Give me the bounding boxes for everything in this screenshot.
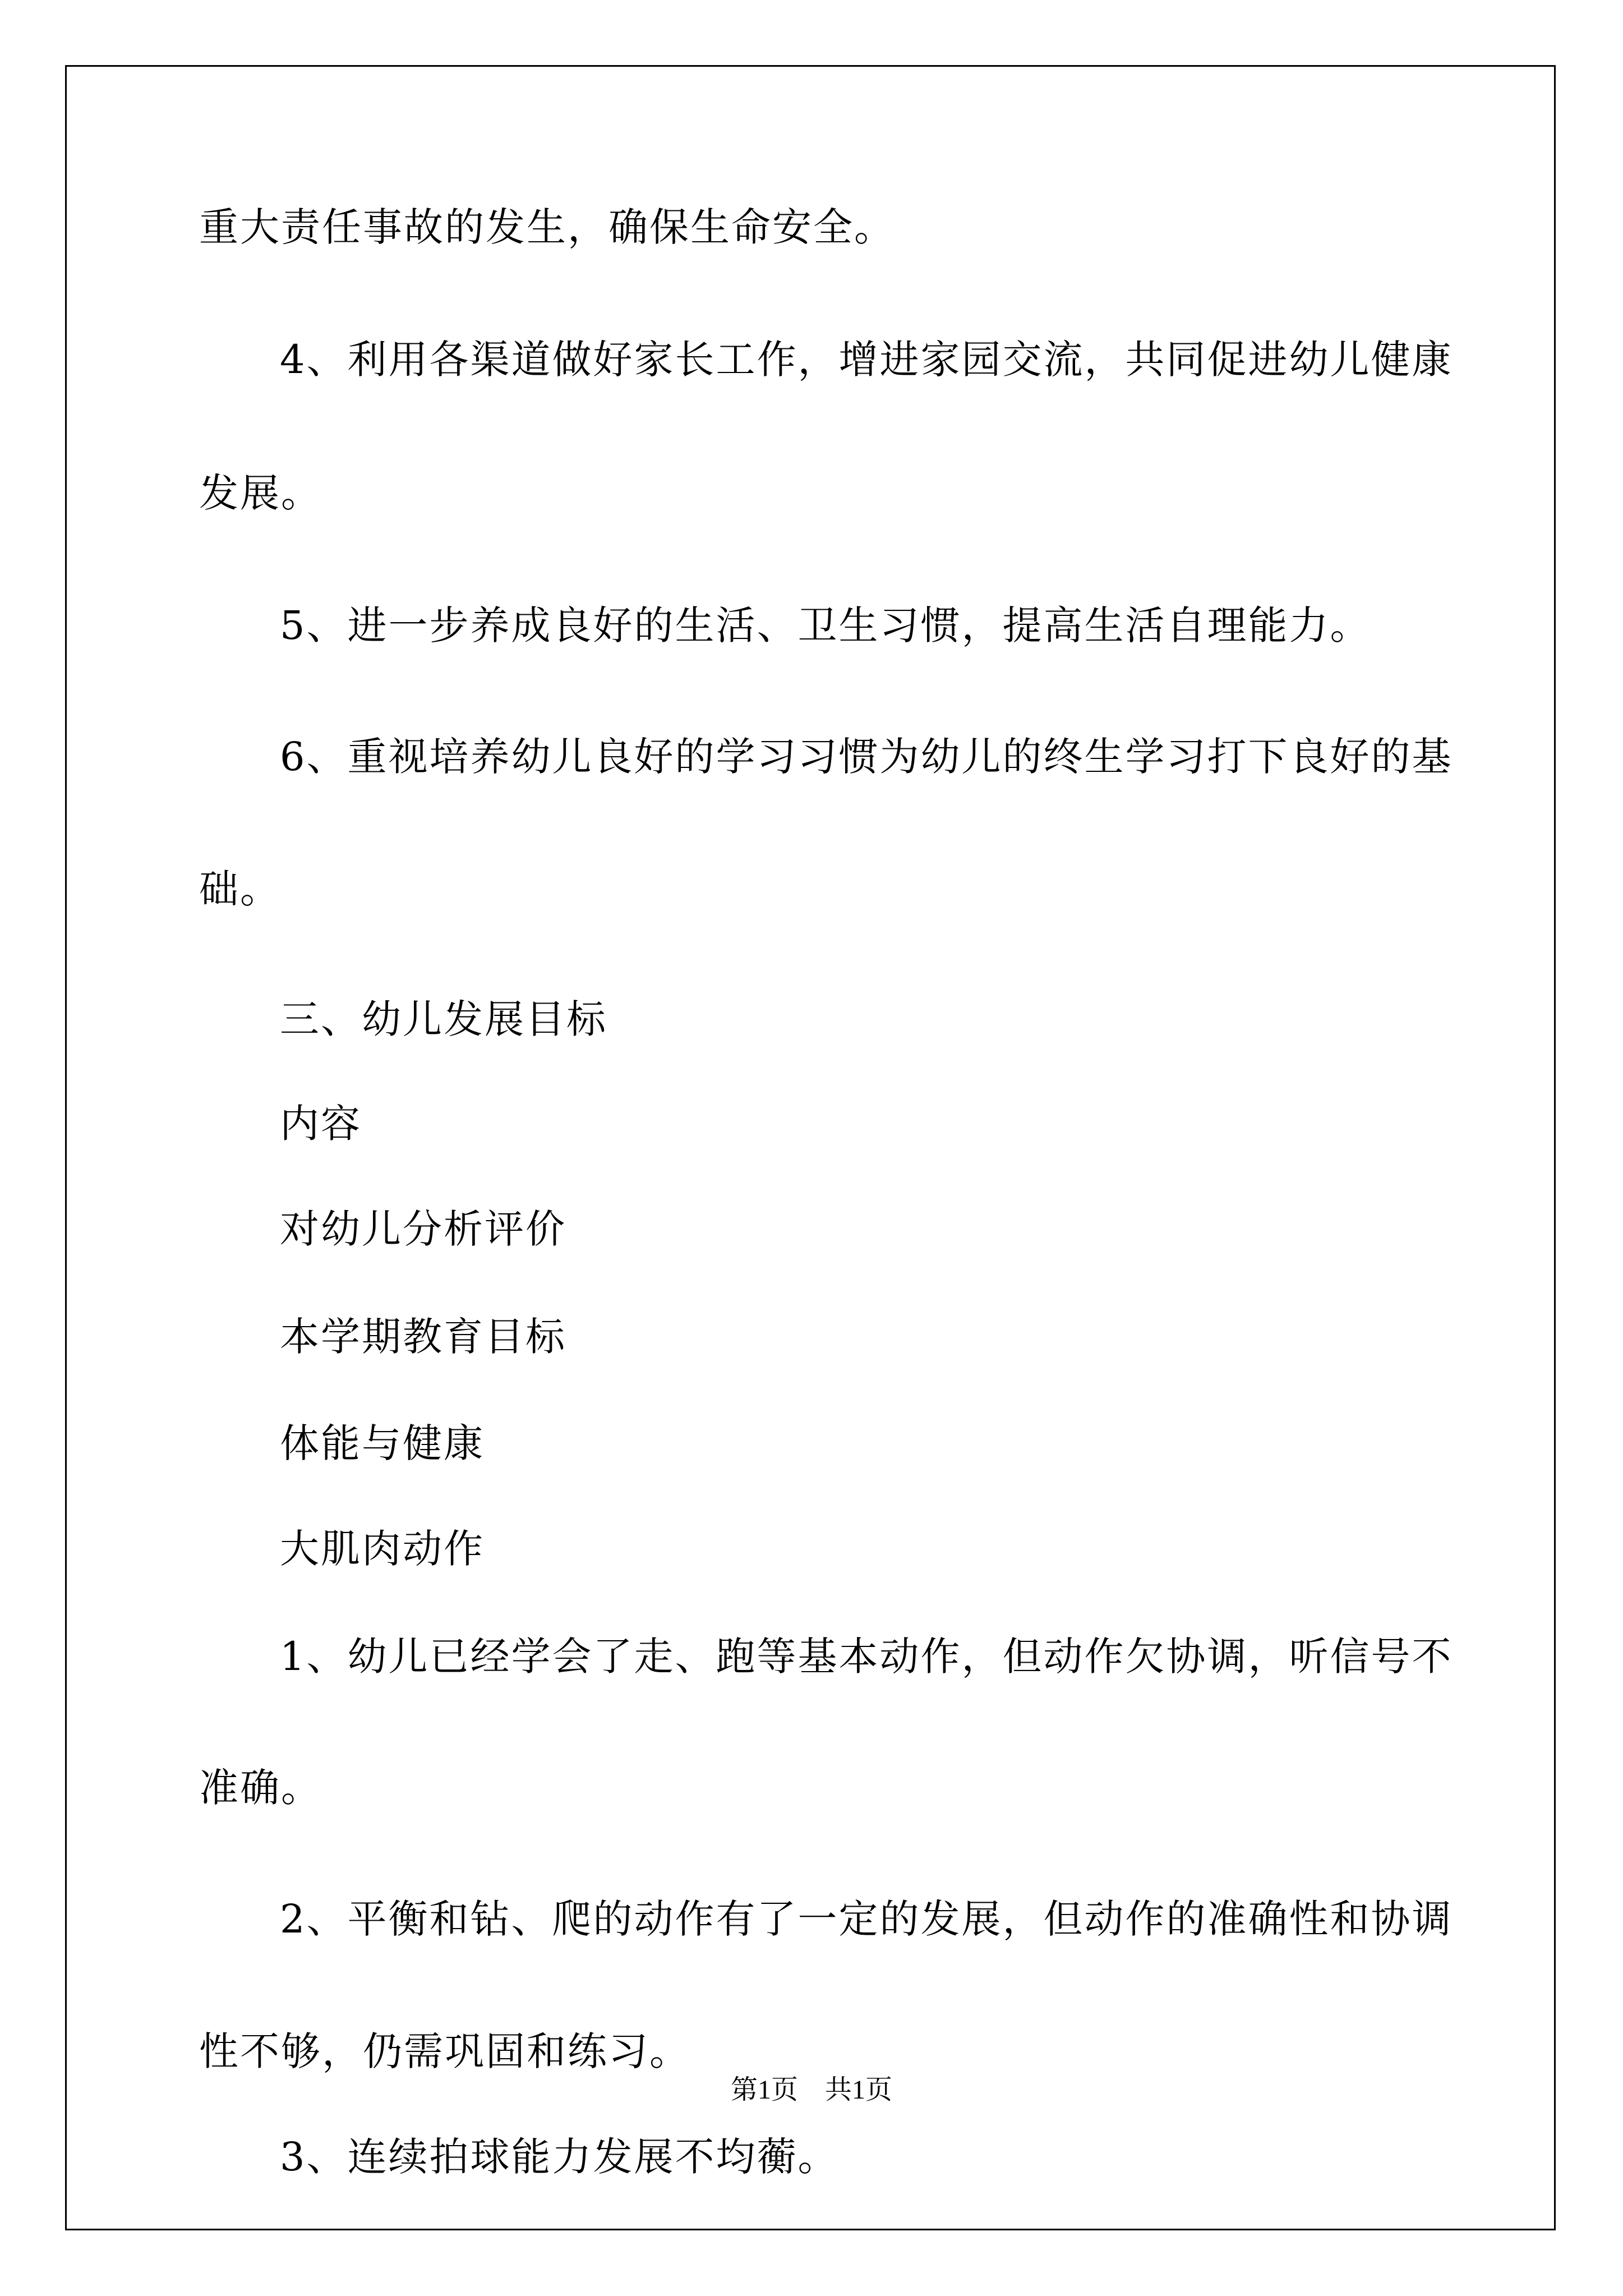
text-line: 大肌肉动作 (280, 1526, 485, 1572)
list-item-2: 2、平衡和钻、爬的动作有了一定的发展，但动作的准确性和协调 (280, 1896, 1453, 1942)
text-line: 性不够，仍需巩固和练习。 (199, 2028, 690, 2074)
text-line: 对幼儿分析评价 (280, 1206, 566, 1252)
list-item-3: 3、连续拍球能力发展不均蘅。 (280, 2134, 839, 2180)
list-item-5: 5、进一步养成良好的生活、卫生习惯，提高生活自理能力。 (280, 602, 1371, 648)
text-line: 本学期教育目标 (280, 1314, 566, 1360)
text-line: 内容 (280, 1101, 362, 1147)
text-line: 准确。 (199, 1765, 322, 1811)
text-line: 体能与健康 (280, 1420, 485, 1466)
section-heading: 三、幼儿发展目标 (280, 996, 607, 1042)
list-item-6: 6、重视培养幼儿良好的学习习惯为幼儿的终生学习打下良好的基 (280, 734, 1453, 780)
text-line: 发展。 (199, 470, 322, 516)
list-item-1: 1、幼儿已经学会了走、跑等基本动作，但动作欠协调，听信号不 (280, 1634, 1453, 1680)
list-item-4: 4、利用各渠道做好家长工作，增进家园交流，共同促进幼儿健康 (280, 337, 1453, 383)
text-line: 础。 (199, 866, 281, 912)
text-line: 重大责任事故的发生，确保生命安全。 (199, 204, 895, 250)
page-number-footer: 第1页 共1页 (730, 2075, 892, 2105)
